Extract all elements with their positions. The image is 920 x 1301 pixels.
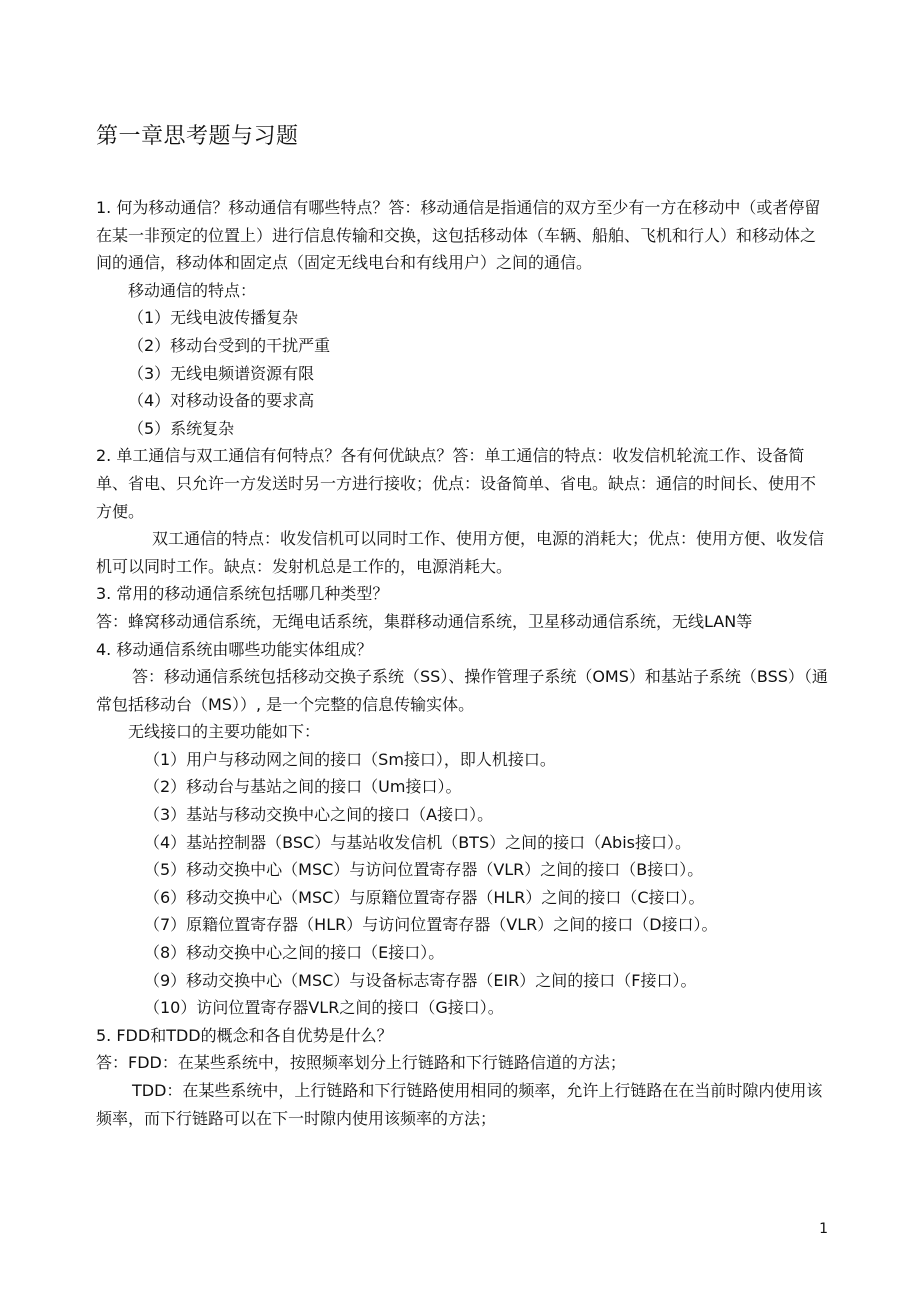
text-line: 答：蜂窝移动通信系统，无绳电话系统，集群移动通信系统，卫星移动通信系统，无线LAN等 <box>96 611 753 631</box>
text-line: （1）无线电波传播复杂 <box>128 308 299 328</box>
page-number: 1 <box>819 1221 828 1237</box>
text-line: 答：FDD：在某些系统中，按照频率划分上行链路和下行链路信道的方法； <box>96 1053 626 1073</box>
text-line: （9）移动交换中心（MSC）与设备标志寄存器（EIR）之间的接口（F接口）。 <box>144 970 697 990</box>
text-line: （10）访问位置寄存器VLR之间的接口（G接口）。 <box>144 998 504 1018</box>
text-line: （8）移动交换中心之间的接口（E接口）。 <box>144 943 445 963</box>
text-line: （1）用户与移动网之间的接口（Sm接口），即人机接口。 <box>144 749 556 769</box>
body-text <box>96 194 830 1132</box>
text-line: （7）原籍位置寄存器（HLR）与访问位置寄存器（VLR）之间的接口（D接口）。 <box>144 915 718 935</box>
text-line: （5）移动交换中心（MSC）与访问位置寄存器（VLR）之间的接口（B接口）。 <box>144 860 704 880</box>
text-line: 3. 常用的移动通信系统包括哪几种类型？ <box>96 584 389 604</box>
chapter-title: 第一章思考题与习题 <box>96 124 299 149</box>
text-line: 无线接口的主要功能如下： <box>128 722 321 742</box>
text-line: （4）基站控制器（BSC）与基站收发信机（BTS）之间的接口（Abis接口）。 <box>144 832 691 852</box>
text-line: 1. 何为移动通信？移动通信有哪些特点？答：移动通信是指通信的双方至少有一方在移动中（或者停留在某一非预定的位置上）进行信息传输和交换，这包括移动体（车辆、船舶、飞机和行人）和移动体之间的通信，移动体和固定点（固定无线电台和有线用户）之间的通信。 <box>96 198 821 273</box>
text-line: 5. FDD和TDD的概念和各自优势是什么？ <box>96 1025 393 1045</box>
text-line: 双工通信的特点：收发信机可以同时工作、使用方便，电源的消耗大；优点：使用方便、收发信机可以同时工作。缺点：发射机总是工作的，电源消耗大。 <box>96 529 825 576</box>
text-line: TDD：在某些系统中，上行链路和下行链路使用相同的频率，允许上行链路在在当前时隙内使用该频率，而下行链路可以在下一时隙内使用该频率的方法； <box>96 1081 823 1128</box>
text-line: 4. 移动通信系统由哪些功能实体组成？ <box>96 639 373 659</box>
text-line: （5）系统复杂 <box>128 418 235 438</box>
text-line: （2）移动台受到的干扰严重 <box>128 335 331 355</box>
text-line: （3）无线电频谱资源有限 <box>128 363 315 383</box>
text-line: （4）对移动设备的要求高 <box>128 391 315 411</box>
text-line: 答：移动通信系统包括移动交换子系统（SS）、操作管理子系统（OMS）和基站子系统（BSS）（通常包括移动台（MS））, 是一个完整的信息传输实体。 <box>96 667 828 714</box>
text-line: （6）移动交换中心（MSC）与原籍位置寄存器（HLR）之间的接口（C接口）。 <box>144 887 705 907</box>
text-line: 2. 单工通信与双工通信有何特点？各有何优缺点？答：单工通信的特点：收发信机轮流工作、设备简单、省电、只允许一方发送时另一方进行接收；优点：设备简单、省电。缺点：通信的时间长、使用不方便。 <box>96 446 817 521</box>
text-line: （3）基站与移动交换中心之间的接口（A接口）。 <box>144 805 494 825</box>
text-line: 移动通信的特点： <box>128 280 257 300</box>
text-line: （2）移动台与基站之间的接口（Um接口）。 <box>144 777 462 797</box>
